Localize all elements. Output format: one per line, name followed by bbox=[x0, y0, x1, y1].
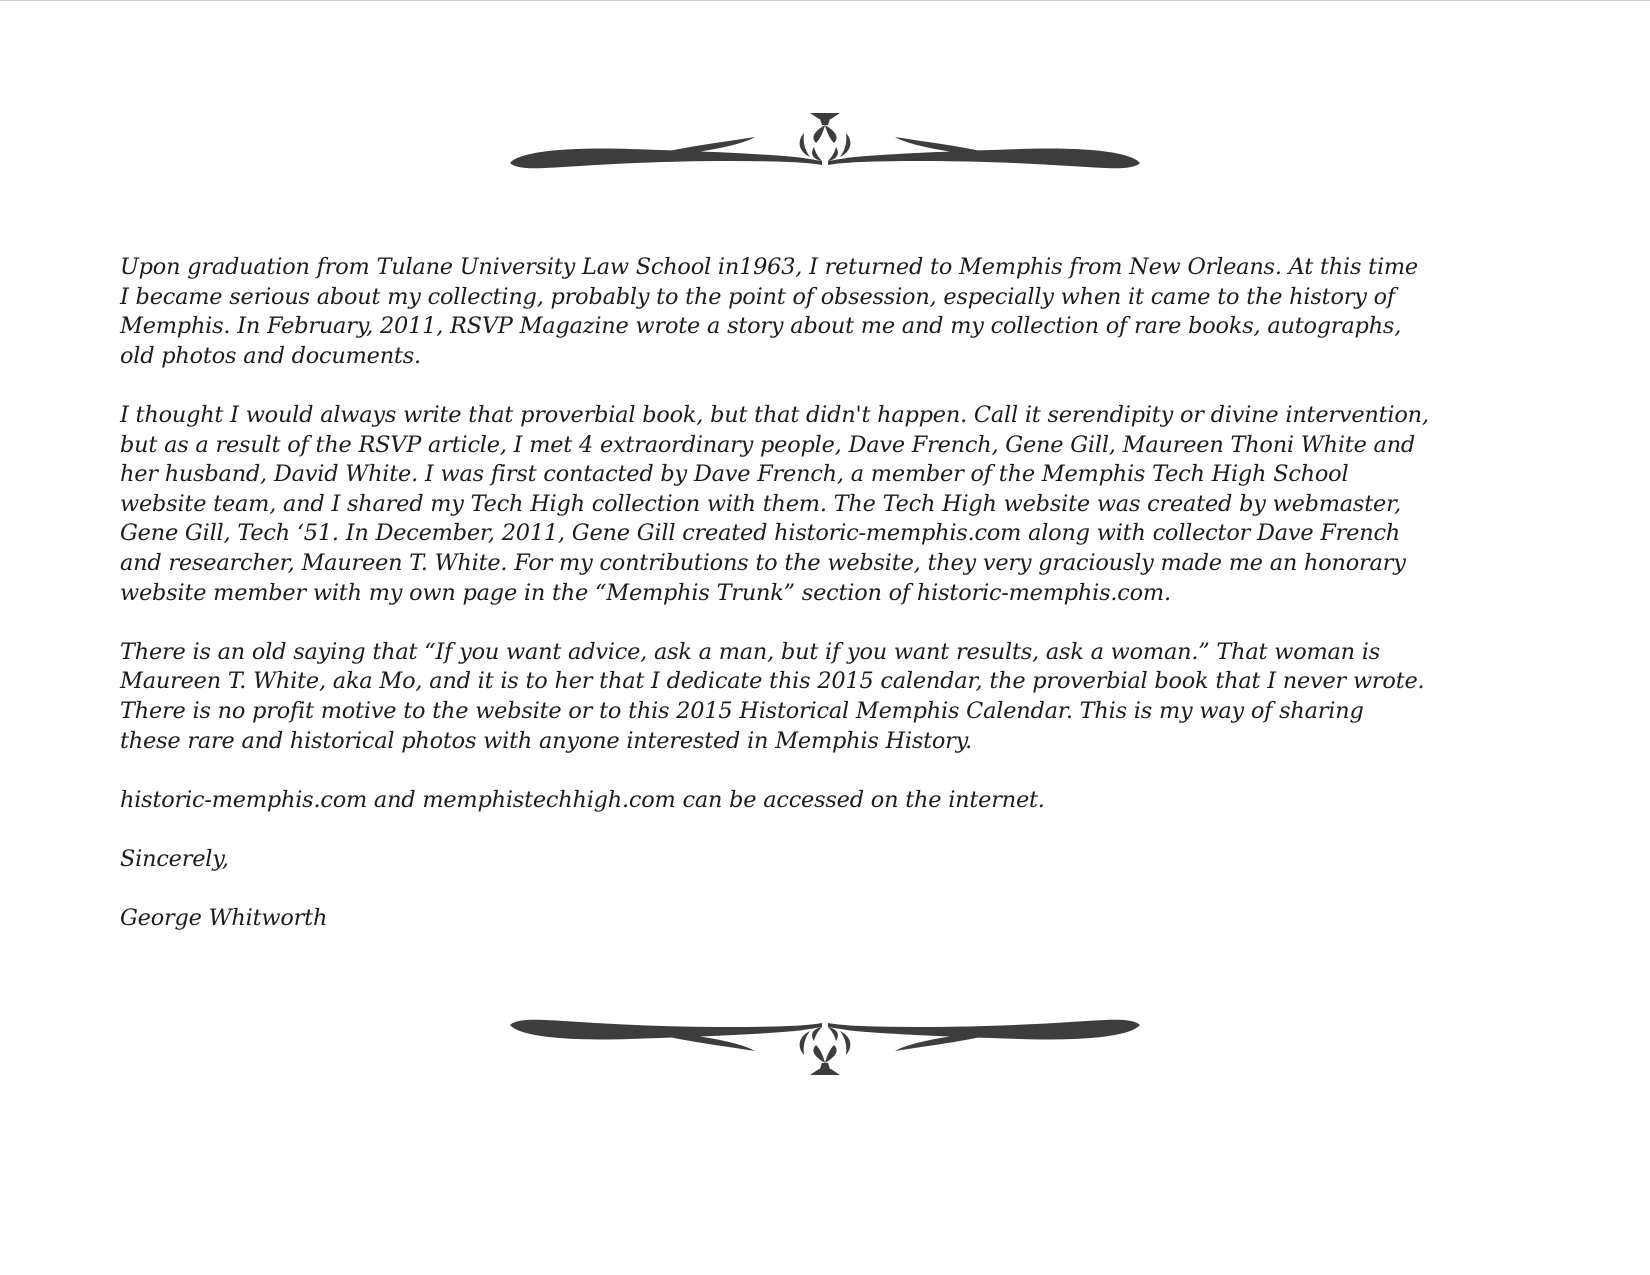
text-line: old photos and documents. bbox=[120, 342, 421, 369]
signature-text: George Whitworth bbox=[120, 905, 328, 932]
closing-text: Sincerely, bbox=[120, 845, 229, 872]
letter-body bbox=[120, 253, 1540, 963]
paragraph-2 bbox=[120, 401, 1540, 608]
text-line: Memphis. In February, 2011, RSVP Magazine wrote a story about me and my collection of rare books, autographs, bbox=[120, 313, 1402, 340]
closing bbox=[120, 845, 1540, 875]
bottom-scroll-divider-icon bbox=[510, 1005, 1140, 1075]
text-line: historic-memphis.com and memphistechhigh.com can be accessed on the internet. bbox=[120, 786, 1045, 813]
paragraph-1 bbox=[120, 253, 1540, 371]
text-line: Upon graduation from Tulane University Law School in1963, I returned to Memphis from New Orleans. At this time bbox=[120, 254, 1418, 280]
top-scroll-divider-icon bbox=[510, 113, 1140, 183]
text-line: website team, and I shared my Tech High collection with them. The Tech High website was created by webmaster, bbox=[120, 490, 1402, 517]
text-line: I thought I would always write that proverbial book, but that didn't happen. Call it serendipity or divine intervention, bbox=[120, 401, 1429, 428]
paragraph-4 bbox=[120, 786, 1540, 816]
text-line: I became serious about my collecting, probably to the point of obsession, especially when it came to the history of bbox=[120, 283, 1395, 310]
page-top-rule bbox=[0, 0, 1650, 1]
text-line: Gene Gill, Tech ‘51. In December, 2011, Gene Gill created historic-memphis.com along with collector Dave French bbox=[120, 520, 1401, 547]
paragraph-3 bbox=[120, 638, 1540, 756]
text-line: There is no profit motive to the website or to this 2015 Historical Memphis Calendar. This is my way of sharing bbox=[120, 697, 1364, 724]
text-line: her husband, David White. I was first contacted by Dave French, a member of the Memphis Tech High School bbox=[120, 461, 1349, 488]
text-line: these rare and historical photos with anyone interested in Memphis History. bbox=[120, 727, 973, 754]
text-line: but as a result of the RSVP article, I met 4 extraordinary people, Dave French, Gene Gill, Maureen Thoni White and bbox=[120, 431, 1416, 458]
text-line: and researcher, Maureen T. White. For my contributions to the website, they very graciously made me an honorary bbox=[120, 549, 1406, 576]
text-line: website member with my own page in the “Memphis Trunk” section of historic-memphis.com. bbox=[120, 579, 1171, 606]
text-line: Maureen T. White, aka Mo, and it is to her that I dedicate this 2015 calendar, the proverbial book that I never wrote. bbox=[120, 668, 1425, 695]
text-line: There is an old saying that “If you want advice, ask a man, but if you want results, ask a woman.” That woman is bbox=[120, 638, 1381, 665]
signature bbox=[120, 904, 1540, 934]
